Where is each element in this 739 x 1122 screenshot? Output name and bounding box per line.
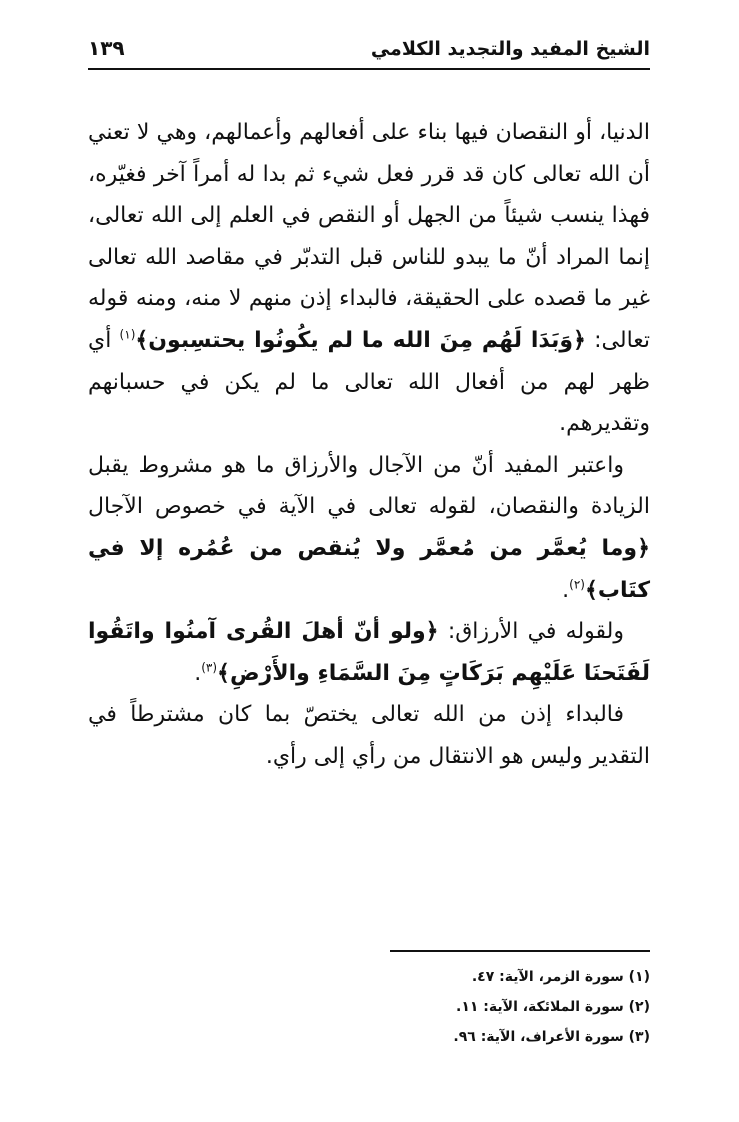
text: . (194, 660, 202, 686)
footnote-1: (١) سورة الزمر، الآية: ٤٧. (471, 969, 650, 985)
footnote-ref: (١) (119, 327, 136, 342)
paragraph-1 (88, 112, 650, 445)
quran-quote: ﴿ولو أنّ أهلَ القُرى آمنُوا واتَقُوا لَفَتَحنَا عَلَيْهِم بَرَكَاتٍ مِنَ السَّمَاءِ والأَرْضِ﴾ (88, 619, 650, 686)
paragraph-4 (88, 694, 650, 777)
text: أي ظهر لهم من أفعال الله تعالى ما لم يكن في حسبانهم وتقديرهم. (88, 327, 650, 437)
paragraph-2 (88, 445, 650, 611)
running-header (88, 34, 650, 70)
running-title: الشيخ المفيد والتجديد الكلامي (370, 38, 650, 60)
header-rule (88, 68, 650, 70)
footnote-rule (390, 950, 650, 952)
footnote-3: (٣) سورة الأعراف، الآية: ٩٦. (453, 1029, 650, 1045)
footnote-ref: (٣) (201, 660, 218, 675)
body-text (88, 112, 650, 778)
text: . (562, 577, 570, 603)
footnote-2: (٢) سورة الملائكة، الآية: ١١. (456, 999, 650, 1015)
page-number: ١٣٩ (88, 36, 125, 60)
text: فالبداء إذن من الله تعالى يختصّ بما كان مشترطاً في التقدير وليس هو الانتقال من رأي إلى رأي. (88, 702, 650, 769)
text: الدنيا، أو النقصان فيها بناء على أفعالهم وأعمالهم، وهي لا تعني أن الله تعالى كان قد قرر فعل شيء ثم بدا له أمراً آخر فغيّره، فهذا ينسب شيئاً من الجهل أو النقص في العلم إلى الله تعالى، إنما المراد أنّ ما يبدو للناس قبل التدبّر في مقاصد الله تعالى غير ما قصده على الحقيقة، فالبداء إذن منهم لا منه، ومنه قوله تعالى: (88, 120, 651, 353)
paragraph-3 (88, 611, 650, 694)
footnote-ref: (٢) (569, 577, 585, 592)
quran-quote: ﴿وما يُعمَّر من مُعمَّر ولا يُنقص من عُمُره إلا في كتَاب﴾ (88, 535, 650, 603)
text: واعتبر المفيد أنّ من الآجال والأرزاق ما هو مشروط يقبل الزيادة والنقصان، لقوله تعالى في الآية في خصوص الآجال (88, 452, 650, 520)
text: ولقوله في الأرزاق: (438, 619, 624, 645)
footnotes (88, 962, 650, 1052)
quran-quote: ﴿وَبَدَا لَهُم مِنَ الله ما لم يكُونُوا يحتسِبون﴾ (135, 327, 586, 353)
